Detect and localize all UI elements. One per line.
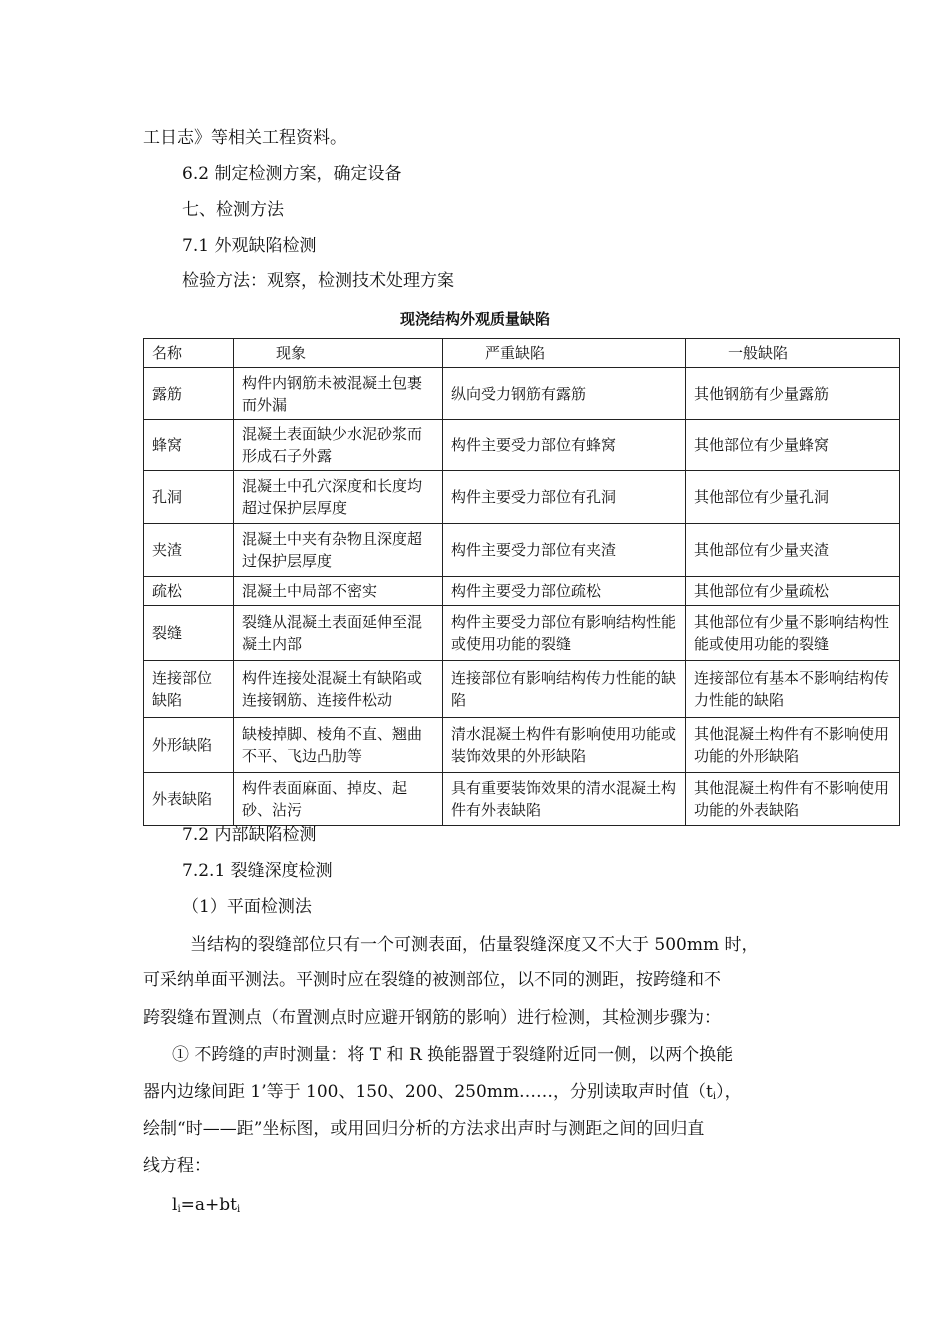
table-header-row	[144, 339, 900, 368]
table-row	[144, 773, 900, 826]
cell-serious: 连接部位有影响结构传力性能的缺陷	[443, 661, 686, 718]
section-heading: 6.2 制定检测方案，确定设备	[182, 164, 402, 184]
cell-serious: 构件主要受力部位有孔洞	[443, 471, 686, 524]
cell-serious: 构件主要受力部位有蜂窝	[443, 420, 686, 471]
table-caption: 现浇结构外观质量缺陷	[399, 310, 550, 328]
subscript-i: i	[177, 1204, 181, 1215]
paragraph: 当结构的裂缝部位只有一个可测表面，估量裂缝深度又不大于 500mm 时，	[190, 935, 759, 955]
cell-name: 外形缺陷	[144, 718, 234, 773]
cell-serious: 清水混凝土构件有影响使用功能或装饰效果的外形缺陷	[443, 718, 686, 773]
table-row	[144, 471, 900, 524]
section-heading: 7.2 内部缺陷检测	[182, 825, 317, 845]
cell-phenomenon: 构件内钢筋未被混凝土包裹而外漏	[234, 368, 443, 420]
paragraph: 工日志》等相关工程资料。	[143, 128, 347, 148]
table-row	[144, 661, 900, 718]
cell-name: 蜂窝	[144, 420, 234, 471]
cell-name: 夹渣	[144, 524, 234, 577]
cell-name: 连接部位缺陷	[144, 661, 234, 718]
subscript-i: i	[712, 1091, 717, 1102]
formula-l: l	[172, 1195, 178, 1215]
cell-general: 连接部位有基本不影响结构传力性能的缺陷	[686, 661, 900, 718]
cell-name: 露筋	[144, 368, 234, 420]
cell-phenomenon: 构件连接处混凝土有缺陷或连接钢筋、连接件松动	[234, 661, 443, 718]
cell-name: 外表缺陷	[144, 773, 234, 826]
header-phenomenon: 现象	[234, 339, 443, 368]
cell-serious: 具有重要装饰效果的清水混凝土构件有外表缺陷	[443, 773, 686, 826]
cell-general: 其他混凝土构件有不影响使用功能的外形缺陷	[686, 718, 900, 773]
header-name: 名称	[144, 339, 234, 368]
section-heading: 7.2.1 裂缝深度检测	[182, 861, 333, 881]
cell-serious: 构件主要受力部位有夹渣	[443, 524, 686, 577]
subscript-i: i	[236, 1204, 241, 1215]
cell-general: 其他部位有少量疏松	[686, 577, 900, 606]
cell-general: 其他部位有少量夹渣	[686, 524, 900, 577]
table-row	[144, 368, 900, 420]
cell-phenomenon: 混凝土中孔穴深度和长度均超过保护层厚度	[234, 471, 443, 524]
cell-phenomenon: 缺棱掉脚、棱角不直、翘曲不平、飞边凸肋等	[234, 718, 443, 773]
section-heading: （1）平面检测法	[182, 897, 312, 917]
cell-serious: 构件主要受力部位有影响结构性能或使用功能的裂缝	[443, 606, 686, 661]
cell-phenomenon: 构件表面麻面、掉皮、起砂、沾污	[234, 773, 443, 826]
cell-serious: 纵向受力钢筋有露筋	[443, 368, 686, 420]
cell-phenomenon: 混凝土中夹有杂物且深度超过保护层厚度	[234, 524, 443, 577]
paragraph: ① 不跨缝的声时测量：将 T 和 R 换能器置于裂缝附近同一侧，以两个换能	[172, 1045, 734, 1065]
table-row	[144, 606, 900, 661]
cell-name: 孔洞	[144, 471, 234, 524]
header-general: 一般缺陷	[686, 339, 900, 368]
cell-name: 疏松	[144, 577, 234, 606]
section-heading: 7.1 外观缺陷检测	[182, 236, 317, 256]
table-row	[144, 524, 900, 577]
table-row	[144, 577, 900, 606]
cell-general: 其他部位有少量蜂窝	[686, 420, 900, 471]
cell-serious: 构件主要受力部位疏松	[443, 577, 686, 606]
cell-general: 其他部位有少量孔洞	[686, 471, 900, 524]
paragraph: 绘制“时——距”坐标图，或用回归分析的方法求出声时与测距之间的回归直	[143, 1119, 705, 1139]
cell-phenomenon: 裂缝从混凝土表面延伸至混凝土内部	[234, 606, 443, 661]
defects-table	[143, 338, 900, 826]
table-row	[144, 420, 900, 471]
cell-general: 其他混凝土构件有不影响使用功能的外表缺陷	[686, 773, 900, 826]
table-row	[144, 718, 900, 773]
paragraph	[143, 1081, 742, 1108]
header-serious: 严重缺陷	[443, 339, 686, 368]
paragraph-text: ），	[716, 1082, 742, 1102]
cell-name: 裂缝	[144, 606, 234, 661]
formula-rhs: =a+bt	[180, 1195, 237, 1215]
formula	[172, 1194, 240, 1221]
paragraph: 跨裂缝布置测点（布置测点时应避开钢筋的影响）进行检测，其检测步骤为：	[143, 1008, 721, 1028]
cell-phenomenon: 混凝土表面缺少水泥砂浆而形成石子外露	[234, 420, 443, 471]
cell-general: 其他钢筋有少量露筋	[686, 368, 900, 420]
section-heading: 七、检测方法	[182, 200, 284, 220]
cell-phenomenon: 混凝土中局部不密实	[234, 577, 443, 606]
cell-general: 其他部位有少量不影响结构性能或使用功能的裂缝	[686, 606, 900, 661]
paragraph-text: 器内边缘间距 1’等于 100、150、200、250mm……，分别读取声时值（t	[143, 1082, 713, 1102]
paragraph: 线方程：	[143, 1156, 211, 1176]
paragraph: 可采纳单面平测法。平测时应在裂缝的被测部位，以不同的测距，按跨缝和不	[143, 970, 721, 990]
paragraph: 检验方法：观察，检测技术处理方案	[182, 271, 454, 291]
